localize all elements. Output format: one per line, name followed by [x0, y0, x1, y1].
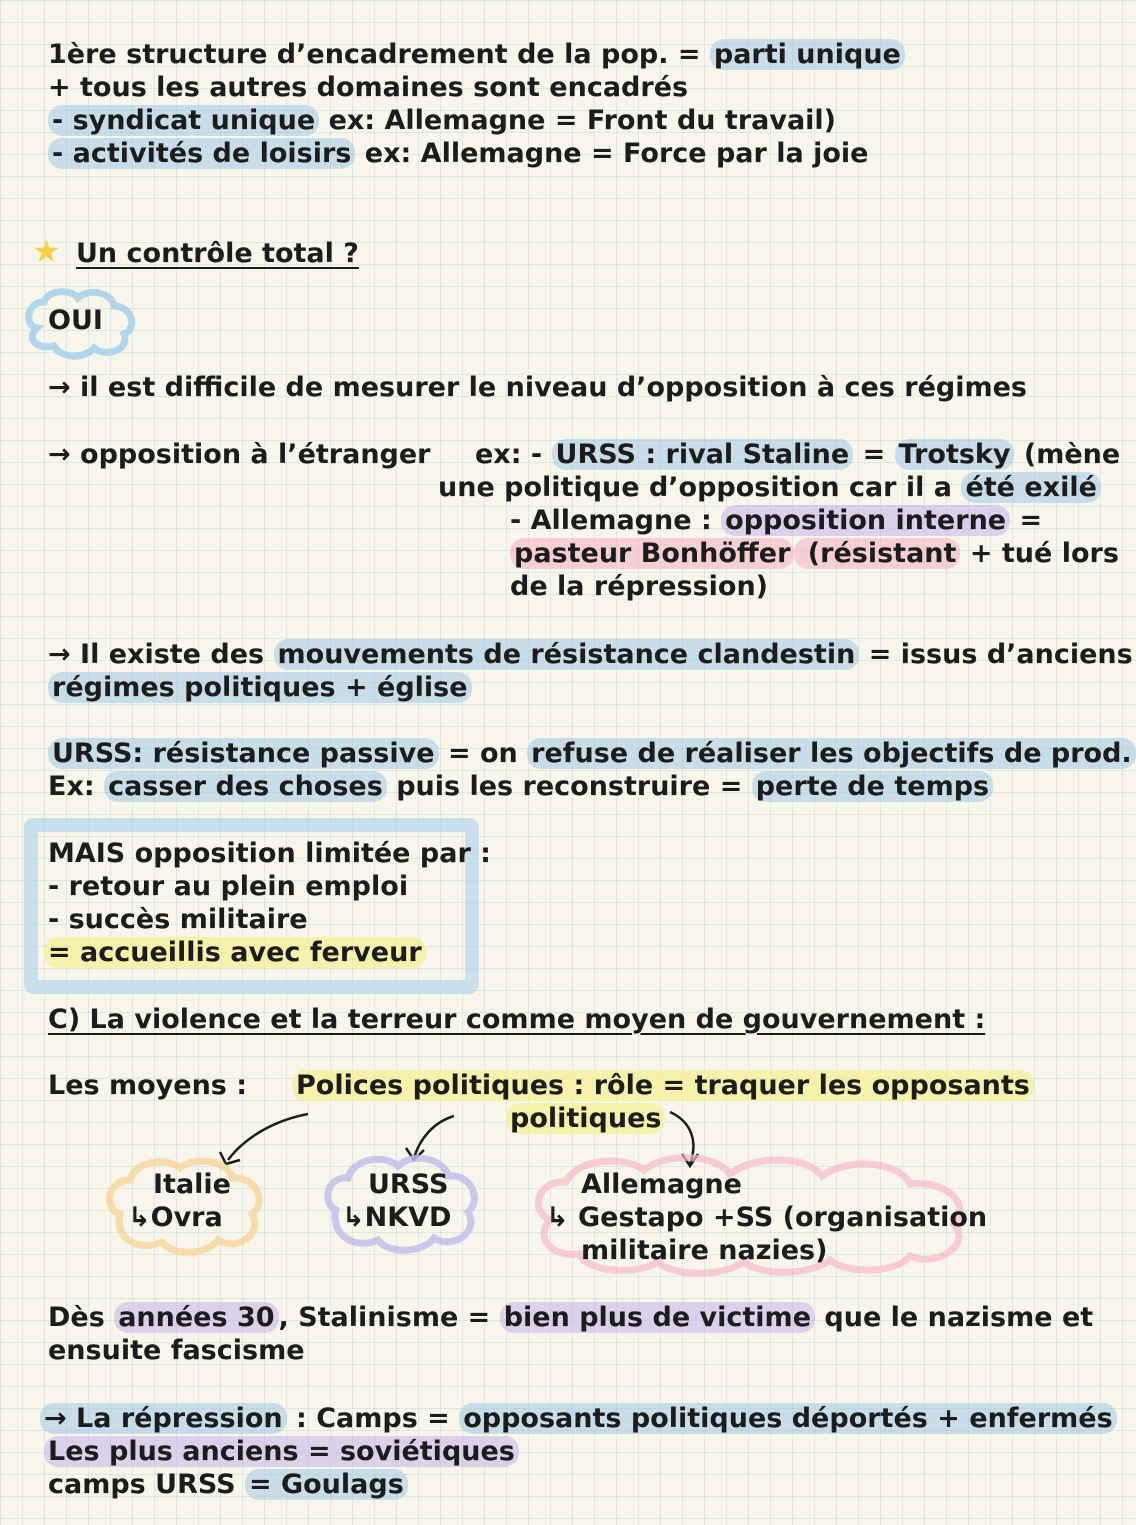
- mais-line-2: - retour au plein emploi: [48, 871, 409, 902]
- syndicat-unique: - syndicat unique: [48, 105, 319, 136]
- pasteur-bonhoffer: pasteur Bonhöffer: [510, 538, 794, 569]
- reconstruire: puis les reconstruire =: [386, 771, 752, 802]
- repression-line-1: [40, 1402, 1117, 1436]
- section-title-c: C) La violence et la terreur comme moyen de gouvernement :: [48, 1004, 986, 1035]
- des-line-1: [48, 1301, 1093, 1335]
- intro-text: 1ère structure d’encadrement de la pop. =: [48, 39, 710, 70]
- activites-loisirs: - activités de loisirs: [48, 138, 355, 169]
- example-line-3: [510, 504, 1042, 538]
- mais-line-1: MAIS opposition limitée par :: [48, 838, 491, 869]
- para-opposition-etranger: → opposition à l’étranger: [48, 439, 431, 470]
- urss-on: = on: [438, 738, 528, 769]
- allemagne-label: Allemagne: [581, 1169, 742, 1200]
- mais-line-3: - succès militaire: [48, 904, 308, 935]
- les-moyens: Les moyens :: [48, 1070, 248, 1101]
- goulags: = Goulags: [245, 1469, 408, 1500]
- casser-choses: casser des choses: [104, 771, 387, 802]
- para-resistance-line-1: [48, 638, 1133, 672]
- bien-plus-victime: bien plus de victime: [500, 1302, 815, 1333]
- oui-label: OUI: [48, 305, 103, 336]
- annees-30: années 30: [114, 1302, 278, 1333]
- urss-line-2: [48, 770, 993, 804]
- resistance-prefix: → Il existe des: [48, 639, 274, 670]
- trotsky: Trotsky: [895, 439, 1015, 470]
- ovra-label: ↳Ovra: [128, 1202, 223, 1233]
- para-difficile: → il est difficile de mesurer le niveau d’opposition à ces régimes: [48, 372, 1027, 403]
- issus-anciens: = issus d’anciens: [859, 639, 1133, 670]
- loisirs-example: ex: Allemagne = Force par la joie: [355, 138, 869, 169]
- stalinisme: , Stalinisme =: [278, 1302, 500, 1333]
- parti-unique: parti unique: [710, 39, 905, 70]
- repression-line-2: [44, 1435, 519, 1469]
- camps: : Camps =: [286, 1403, 460, 1434]
- repression-line-3: [48, 1468, 408, 1502]
- plus-anciens: Les plus anciens = soviétiques: [44, 1436, 519, 1467]
- opposition-interne: opposition interne: [721, 505, 1010, 536]
- intro-line-4: [48, 137, 868, 171]
- polices-line-2: [506, 1102, 665, 1136]
- resistance-passive: URSS: résistance passive: [48, 738, 439, 769]
- polices-politiques: Polices politiques : rôle = traquer les opposants: [292, 1070, 1034, 1101]
- resistant: (résistant: [794, 538, 960, 569]
- opposants-deportes: opposants politiques déportés + enfermés: [459, 1403, 1117, 1434]
- gestapo-label-2: militaire nazies): [581, 1235, 828, 1266]
- syndicat-example: ex: Allemagne = Front du travail): [319, 105, 837, 136]
- ex-label: Ex:: [48, 771, 105, 802]
- section-title-controle: Un contrôle total ?: [76, 238, 359, 269]
- ex-allemagne: - Allemagne :: [510, 505, 722, 536]
- nkvd-label: ↳NKVD: [342, 1202, 452, 1233]
- accueillis-ferveur: = accueillis avec ferveur: [44, 937, 426, 968]
- regimes-politiques: régimes politiques + église: [48, 672, 472, 703]
- ex-politique: une politique d’opposition car il a: [438, 472, 962, 503]
- italie-label: Italie: [153, 1169, 231, 1200]
- intro-line-1: [48, 38, 905, 72]
- camps-urss: camps URSS: [48, 1469, 245, 1500]
- rival-staline: URSS : rival Staline: [552, 439, 854, 470]
- para-resistance-line-2: [48, 671, 472, 705]
- tue-lors: + tué lors: [960, 538, 1119, 569]
- ex-eq2: =: [1010, 505, 1043, 536]
- example-line-2: [438, 471, 1101, 505]
- nazisme: que le nazisme et: [815, 1302, 1094, 1333]
- ete-exile: été exilé: [961, 472, 1100, 503]
- ex-prefix: ex: -: [475, 439, 552, 470]
- intro-line-3: [48, 104, 836, 138]
- polices-line-1: [292, 1069, 1034, 1103]
- la-repression: → La répression: [40, 1403, 287, 1434]
- mouvements-resistance: mouvements de résistance clandestin: [274, 639, 860, 670]
- example-line-5: de la répression): [510, 571, 769, 602]
- ex-eq: =: [853, 439, 895, 470]
- urss-label: URSS: [368, 1169, 449, 1200]
- politiques: politiques: [506, 1103, 665, 1134]
- mais-line-4: [44, 936, 426, 970]
- perte-temps: perte de temps: [752, 771, 993, 802]
- refuse-objectifs: refuse de réaliser les objectifs de prod.: [527, 738, 1136, 769]
- example-line-4: [510, 537, 1119, 571]
- example-line-1: [475, 438, 1120, 472]
- urss-line-1: [48, 737, 1136, 771]
- star-icon: ★: [32, 232, 61, 270]
- gestapo-label: ↳ Gestapo +SS (organisation: [546, 1202, 988, 1233]
- intro-line-2: + tous les autres domaines sont encadrés: [48, 72, 689, 103]
- des-line-2: ensuite fascisme: [48, 1335, 305, 1366]
- ex-mene: (mène: [1014, 439, 1121, 470]
- des-prefix: Dès: [48, 1302, 115, 1333]
